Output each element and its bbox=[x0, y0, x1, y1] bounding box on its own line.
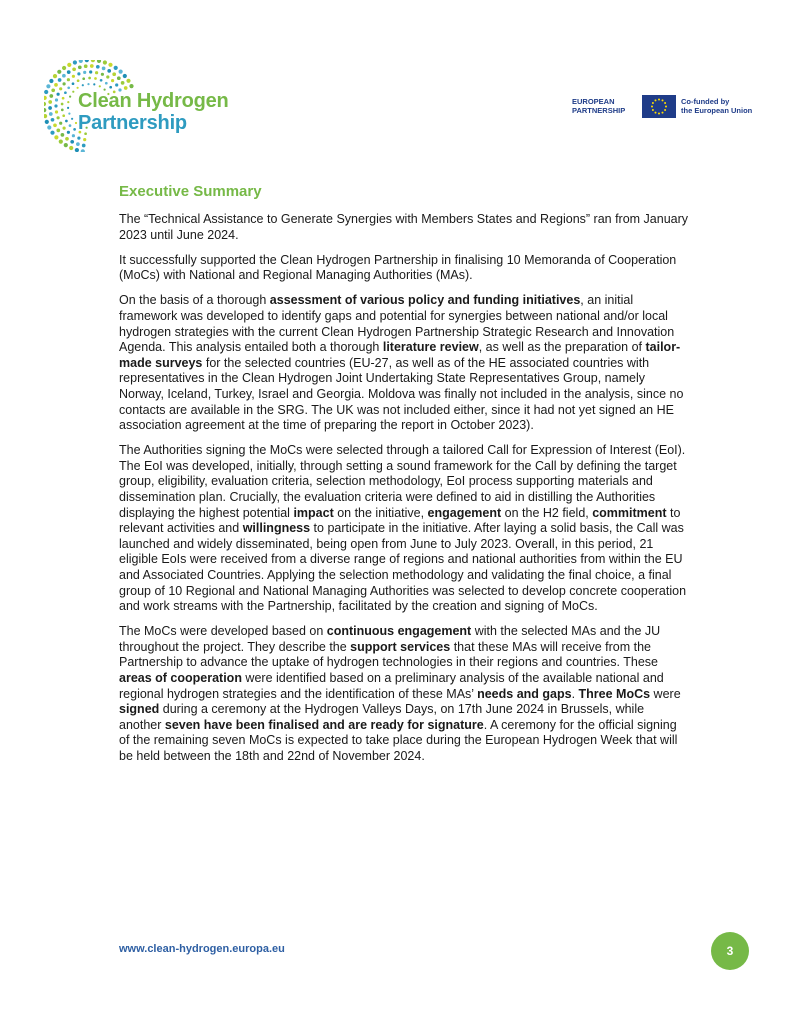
logo-dot bbox=[115, 83, 118, 86]
logo-dot bbox=[114, 66, 118, 70]
bold-run: areas of cooperation bbox=[119, 671, 242, 686]
text-run: to participate in the initiative. After laying a solid basis, the Call was launched and widely disseminated, being open from June to July 2023. Overall, in this period, 21 eligible EoIs were received from a diverse range of regions and national authorities from within the EU and Associated Countries. Applying the selection methodology and validating the final choice, a final group of 10 Regional and National Managing Authorities was selected to develop concrete cooperation and work streams with the Partnership, facilitated by the creation and signing of MoCs. bbox=[119, 521, 687, 614]
bold-run: needs and gaps bbox=[477, 686, 572, 701]
logo-dot bbox=[109, 86, 112, 89]
logo-dot bbox=[70, 140, 74, 144]
logo-dot bbox=[54, 104, 57, 107]
logo-dot bbox=[51, 118, 55, 122]
logo-dot bbox=[88, 77, 91, 80]
logo-dot bbox=[47, 125, 51, 129]
text-run: to relevant activities and bbox=[119, 505, 681, 536]
logo-dot bbox=[99, 85, 101, 87]
logo-dot bbox=[81, 149, 85, 152]
logo-dot bbox=[63, 127, 66, 130]
logo-dot bbox=[49, 94, 53, 98]
logo-dot bbox=[58, 78, 62, 82]
logo-dot bbox=[67, 101, 69, 103]
logo-dot bbox=[54, 83, 58, 87]
logo-dot bbox=[76, 142, 80, 146]
logo-dot bbox=[73, 128, 76, 131]
bold-run: Three MoCs bbox=[578, 686, 651, 701]
european-partnership-label bbox=[572, 97, 642, 115]
logo-dot bbox=[72, 82, 75, 85]
bold-run: assessment of various policy and funding initiatives bbox=[269, 293, 581, 308]
logo-line-2: Partnership bbox=[78, 112, 187, 134]
logo-dot bbox=[73, 60, 77, 64]
logo-dot bbox=[123, 74, 127, 78]
logo-dot bbox=[91, 60, 95, 62]
logo-dot bbox=[69, 124, 72, 127]
logo-dot bbox=[59, 122, 62, 125]
logo-dot bbox=[108, 63, 112, 67]
bold-run: engagement bbox=[427, 505, 502, 520]
logo-dot bbox=[48, 106, 52, 110]
logo-dot bbox=[67, 131, 70, 134]
bold-run: signed bbox=[119, 702, 160, 717]
eu-star bbox=[658, 98, 660, 100]
logo-dot bbox=[94, 77, 97, 80]
logo-dot bbox=[67, 86, 70, 89]
logo-dot bbox=[67, 63, 71, 67]
logo-dot bbox=[129, 84, 133, 88]
eu-star bbox=[652, 102, 654, 104]
text-run: were identified based on a preliminary analysis of the available national and regional hydrogen strategies and the identification of these MAs’ bbox=[119, 671, 664, 701]
logo-dot bbox=[53, 123, 57, 127]
logo-dot bbox=[53, 74, 57, 78]
logo-dot bbox=[95, 71, 98, 74]
logo-dot bbox=[72, 67, 76, 71]
eu-star bbox=[662, 99, 664, 101]
section-title: Executive Summary bbox=[119, 183, 262, 200]
logo-dot bbox=[90, 64, 94, 68]
logo-dot bbox=[79, 60, 83, 63]
logo-dot bbox=[82, 84, 84, 86]
cofunded-line-1: Co-funded by bbox=[681, 97, 730, 106]
text-run: during a ceremony at the Hydrogen Valleys Days, on 17th June 2024 in Brussels, while another bbox=[119, 702, 645, 732]
logo-dot bbox=[62, 74, 66, 78]
logo-dot bbox=[105, 82, 108, 85]
logo-dot bbox=[101, 73, 104, 76]
logo-dot bbox=[54, 135, 58, 139]
logo-dot bbox=[57, 93, 60, 96]
logo-dot bbox=[84, 64, 88, 68]
logo-dot bbox=[62, 97, 65, 100]
footer-website-link[interactable]: www.clean-hydrogen.europa.eu bbox=[119, 943, 285, 955]
logo-dot bbox=[82, 144, 86, 148]
logo-dot bbox=[55, 98, 58, 101]
text-run: The MoCs were developed based on bbox=[119, 624, 327, 639]
logo-line-1: Clean Hydrogen bbox=[78, 90, 229, 112]
logo-dot bbox=[63, 82, 66, 85]
logo-dot bbox=[119, 70, 123, 74]
paragraph-4 bbox=[119, 443, 689, 615]
eu-star bbox=[662, 111, 664, 113]
logo-dot bbox=[126, 79, 130, 83]
logo-dot bbox=[65, 120, 68, 123]
logo-dot bbox=[44, 102, 46, 106]
logo-dot bbox=[87, 83, 89, 85]
logo-dot bbox=[62, 66, 66, 70]
paragraph-5 bbox=[119, 624, 689, 764]
paragraph-1 bbox=[119, 212, 689, 243]
logo-dot bbox=[97, 60, 101, 63]
logo-dot bbox=[82, 77, 85, 80]
logo-dot bbox=[83, 138, 86, 141]
logo-wordmark bbox=[78, 90, 229, 134]
logo-dot bbox=[72, 134, 75, 137]
eu-star bbox=[658, 112, 660, 114]
logo-dot bbox=[56, 129, 60, 133]
logo-dot bbox=[64, 91, 67, 94]
eu-star bbox=[655, 111, 657, 113]
logo-dot bbox=[67, 70, 71, 74]
logo-dot bbox=[57, 70, 61, 74]
logo-dot bbox=[72, 91, 74, 93]
bold-run: continuous engagement bbox=[326, 624, 472, 639]
paragraph-3 bbox=[119, 293, 689, 433]
logo-dot bbox=[77, 87, 79, 89]
eu-star bbox=[652, 109, 654, 111]
logo-dot bbox=[69, 146, 73, 150]
text-run: for the selected countries (EU-27, as well as of the HE associated countries with representatives in the Clean Hydrogen Joint Undertaking State Representatives Group, namely Norway, Iceland, Turkey, Israel and Georgia. Moldova was finally not included in the analysis, since no contacts are available in the SRG. The UK was not included either, since it had not yet signed an HE association agreement at the time of preparing the report in October 2023). bbox=[119, 355, 684, 433]
logo-dot bbox=[93, 83, 95, 85]
eu-star bbox=[665, 105, 667, 107]
logo-dot bbox=[59, 140, 63, 144]
logo-dot bbox=[111, 79, 114, 82]
logo-dot bbox=[71, 118, 73, 120]
text-run: . bbox=[571, 686, 579, 701]
logo-dot bbox=[83, 71, 86, 74]
eu-star bbox=[651, 105, 653, 107]
eu-star bbox=[655, 99, 657, 101]
logo-dot bbox=[100, 79, 103, 82]
text-run: The Authorities signing the MoCs were selected through a tailored Call for Expression of Interest (EoI). The EoI was developed, initially, through setting a sound framework for the Call by defining the target group, eligibility, evaluation criteria, selection methodology, EoI process supporting materials and dissemination plan. Crucially, the evaluation criteria were defined to aid in distilling the Authorities displaying the highest potential bbox=[119, 443, 686, 520]
bold-run: tailor-made surveys bbox=[119, 340, 681, 370]
logo-dot bbox=[61, 133, 65, 137]
logo-dot bbox=[49, 112, 53, 116]
logo-dot bbox=[121, 81, 125, 85]
page-number-badge: 3 bbox=[711, 932, 749, 970]
logo-dot bbox=[46, 84, 50, 88]
logo-dot bbox=[61, 103, 64, 106]
text-run: on the H2 field, bbox=[501, 505, 593, 520]
logo-dot bbox=[55, 110, 58, 113]
logo-dot bbox=[72, 75, 75, 78]
logo-dot bbox=[112, 72, 116, 76]
logo-dot bbox=[75, 148, 79, 152]
bold-run: commitment bbox=[592, 505, 667, 520]
text-run: that these MAs will receive from the Partnership to advance the uptake of hydrogen technologies in their regions and countries. These bbox=[119, 639, 659, 670]
eu-star bbox=[664, 109, 666, 111]
bold-run: willingness bbox=[242, 521, 311, 536]
bold-run: literature review bbox=[382, 340, 479, 355]
text-run: . A ceremony for the official signing of the remaining seven MoCs is expected to take place during the European Hydrogen Week that will be held between the 18th and 22nd of November 2024. bbox=[119, 717, 678, 763]
text-run: with the selected MAs and the JU throughout the project. They describe the bbox=[119, 624, 661, 654]
logo-dot bbox=[45, 120, 49, 124]
logo-dot bbox=[77, 79, 80, 82]
bold-run: impact bbox=[293, 505, 334, 520]
logo-dot bbox=[77, 72, 80, 75]
paragraph-list bbox=[119, 212, 689, 765]
logo-dot bbox=[106, 75, 109, 78]
text-run: on the initiative, bbox=[333, 505, 428, 520]
logo-dot bbox=[77, 137, 80, 140]
paragraph-2 bbox=[119, 253, 689, 284]
logo-dot bbox=[51, 88, 55, 92]
logo-dot bbox=[78, 65, 82, 69]
text-run: On the basis of a thorough bbox=[119, 293, 270, 308]
logo-dot bbox=[49, 79, 53, 83]
logo-dot bbox=[68, 113, 70, 115]
logo-dot bbox=[44, 96, 47, 100]
eu-flag-icon bbox=[642, 95, 676, 118]
logo-dot bbox=[75, 122, 77, 124]
text-run: , an initial framework was developed to identify gaps and potential for synergies between national and/or local hydrogen strategies with the current Clean Hydrogen Partnership Strategic Research and Innovation Agenda. This analysis entailed both a thorough bbox=[119, 293, 675, 355]
logo-dot bbox=[96, 65, 100, 69]
logo-dot bbox=[102, 67, 106, 71]
eu-star bbox=[664, 102, 666, 104]
logo-dot bbox=[44, 90, 48, 94]
logo-dot bbox=[67, 78, 70, 81]
eu-partnership-line-2: PARTNERSHIP bbox=[572, 106, 626, 115]
logo-dot bbox=[107, 69, 111, 73]
cofunded-label bbox=[681, 97, 752, 115]
logo-dot bbox=[103, 60, 107, 64]
eu-cofunding-block bbox=[572, 94, 752, 118]
logo-dot bbox=[44, 114, 47, 118]
logo-dot bbox=[44, 108, 46, 112]
logo-dot bbox=[89, 70, 92, 73]
logo-dot bbox=[69, 96, 71, 98]
logo-dot bbox=[59, 87, 62, 90]
text-run: It successfully supported the Clean Hydrogen Partnership in finalising 10 Memoranda of Cooperation (MoCs) with National and Regional Managing Authorities (MAs). bbox=[119, 252, 677, 283]
logo-dot bbox=[61, 109, 64, 112]
logo-dot bbox=[64, 143, 68, 147]
text-run: The “Technical Assistance to Generate Synergies with Members States and Regions” ran from January 2023 until June 2024. bbox=[119, 212, 689, 242]
logo-dot bbox=[117, 76, 121, 80]
logo-dot bbox=[50, 131, 54, 135]
logo-dot bbox=[67, 107, 69, 109]
logo-dot bbox=[62, 114, 65, 117]
bold-run: seven have been finalised and are ready for signature bbox=[164, 717, 484, 732]
logo-dot bbox=[57, 116, 60, 119]
eu-partnership-line-1: EUROPEAN bbox=[572, 97, 615, 106]
logo-dot bbox=[85, 60, 89, 62]
logo-dot bbox=[65, 137, 69, 141]
logo-dot bbox=[48, 100, 52, 104]
bold-run: support services bbox=[350, 639, 451, 654]
cofunded-line-2: the European Union bbox=[681, 106, 753, 115]
text-run: were bbox=[650, 686, 681, 701]
main-content bbox=[119, 183, 689, 774]
text-run: , as well as the preparation of bbox=[478, 340, 646, 355]
